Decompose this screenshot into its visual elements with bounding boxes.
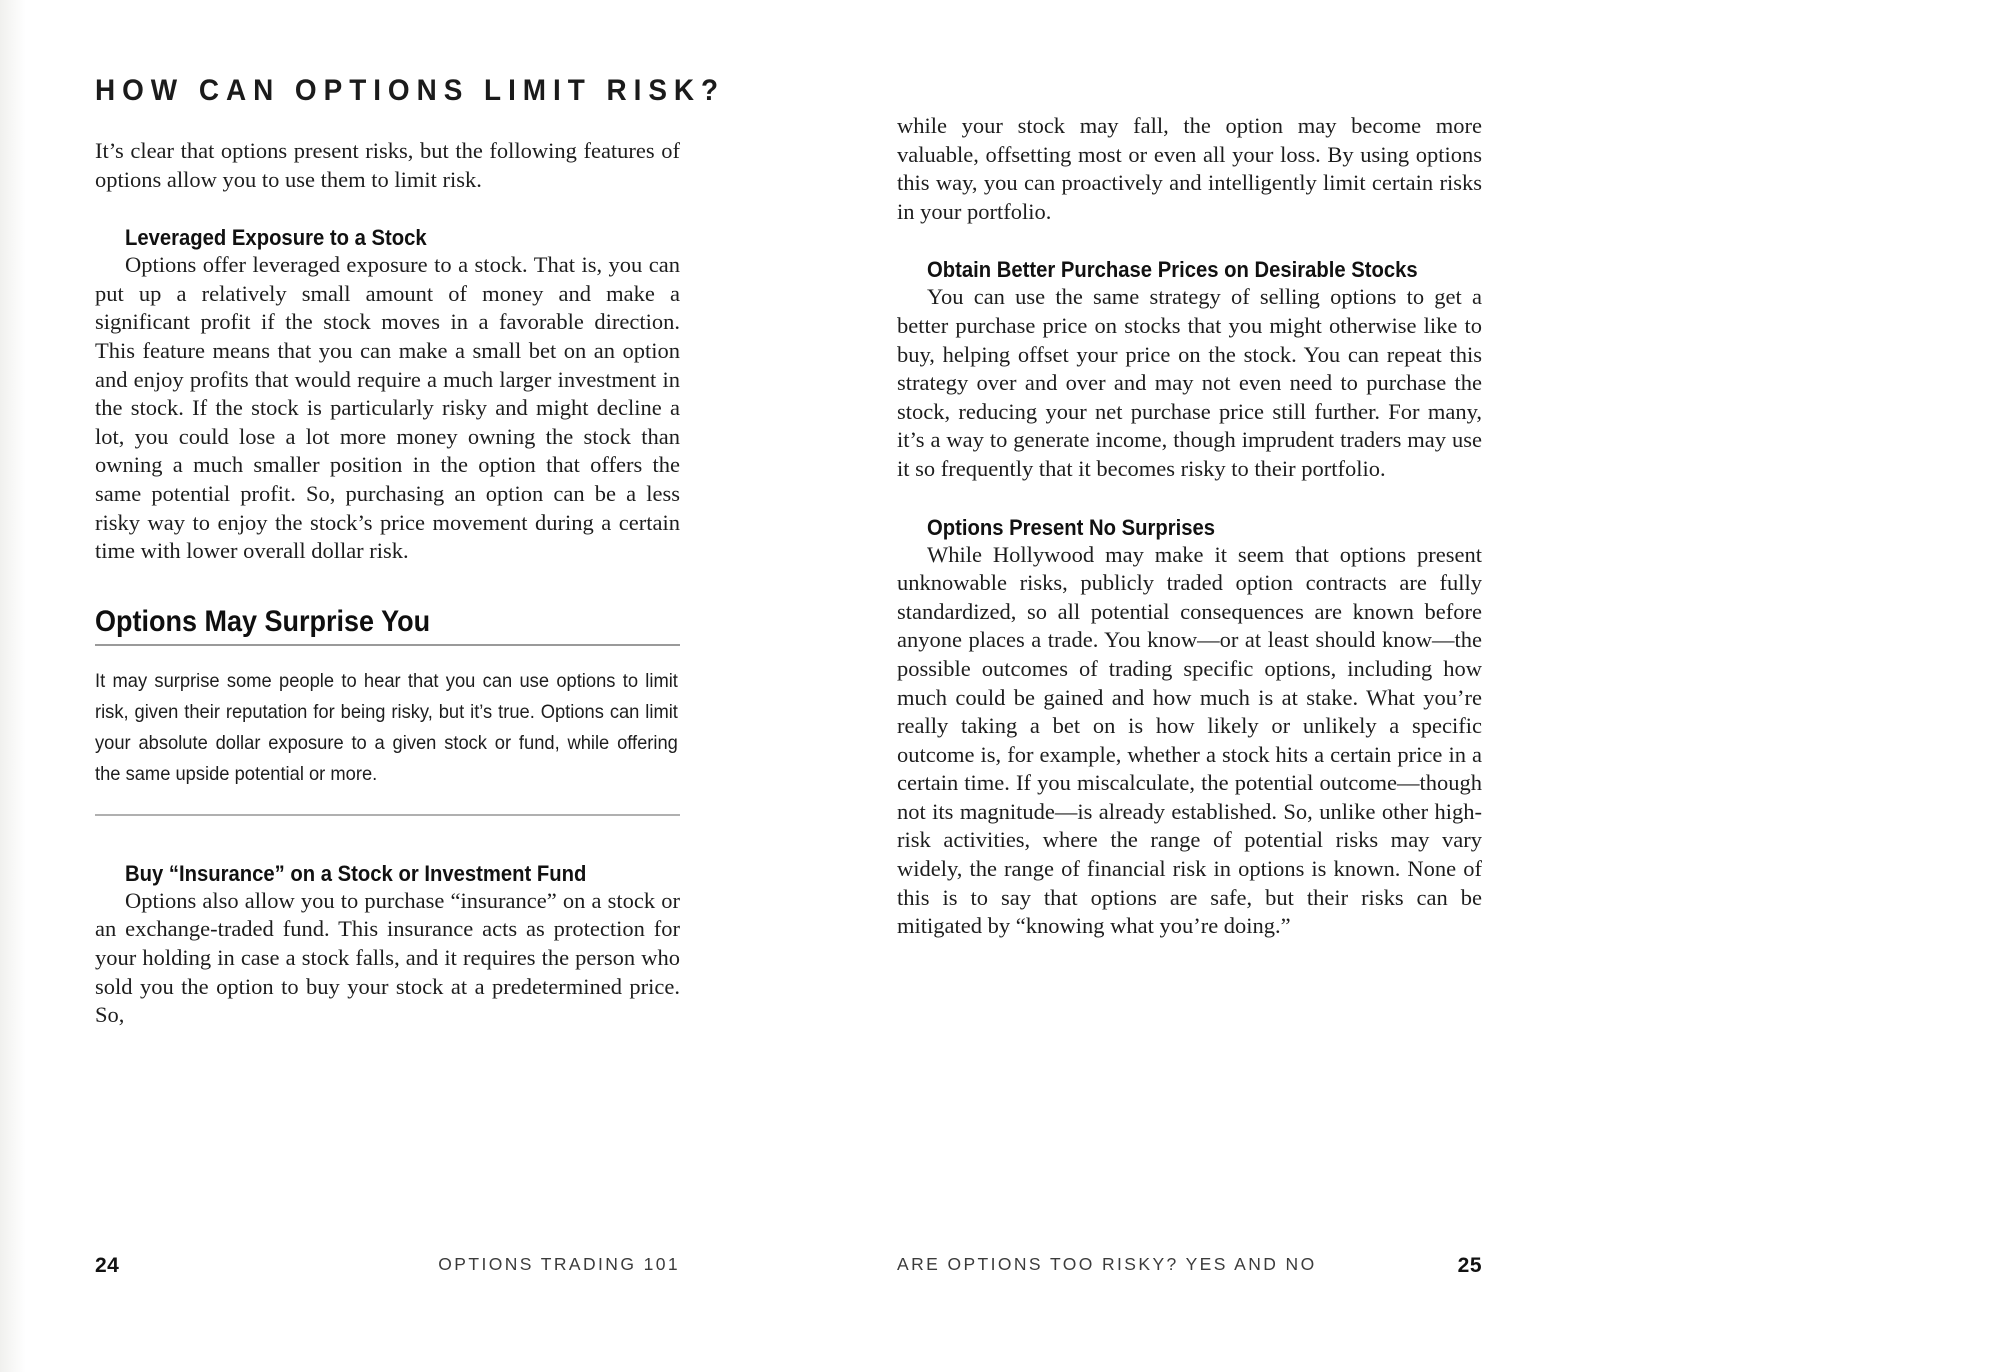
section-leveraged-exposure	[95, 224, 680, 566]
continuation-paragraph: while your stock may fall, the option may become more valuable, offsetting most or even all your loss. By using options this way, you can proactively and intelligently limit certain risks in your portfolio.	[897, 113, 1482, 224]
page-number-left: 24	[95, 1254, 120, 1277]
page-edge-shading	[0, 0, 26, 1372]
sidebar-bottom-rule	[95, 814, 680, 816]
right-page-content	[897, 0, 1482, 941]
section-heading-obtain-better-purchase-prices: Obtain Better Purchase Prices on Desirable Stocks	[927, 257, 1418, 283]
section-paragraph-buy-insurance: Options also allow you to purchase “insurance” on a stock or an exchange-traded fund. This insurance acts as protection for your holding in case a stock falls, and it requires the person who sold you the option to buy your stock at a predetermined price. So,	[95, 887, 680, 1028]
intro-paragraph: It’s clear that options present risks, but the following features of options allow you to use them to limit risk.	[95, 138, 680, 192]
section-heading-buy-insurance: Buy “Insurance” on a Stock or Investment Fund	[125, 860, 587, 886]
running-head-right: ARE OPTIONS TOO RISKY? YES AND NO	[897, 1254, 1317, 1274]
chapter-title: HOW CAN OPTIONS LIMIT RISK?	[95, 74, 726, 107]
section-buy-insurance	[95, 860, 680, 1030]
sidebar-title-row	[95, 606, 680, 648]
sidebar-title: Options May Surprise You	[95, 606, 439, 638]
running-head-left: OPTIONS TRADING 101	[438, 1254, 680, 1274]
right-page-footer	[897, 1254, 1482, 1294]
sidebar-body-text: It may surprise some people to hear that you can use options to limit risk, given their reputation for being risky, but it’s true. Options can limit your absolute dollar exposure to a given stock or fund, while offering the same upside potential or more.	[95, 669, 678, 785]
section-options-present-no-surprises	[897, 514, 1482, 941]
page-number-right: 25	[1457, 1254, 1482, 1277]
left-page-content	[95, 0, 726, 1030]
sidebar-options-may-surprise-you	[95, 606, 680, 816]
left-page	[95, 0, 726, 1372]
section-paragraph-leveraged-exposure: Options offer leveraged exposure to a stock. That is, you can put up a relatively small amount of money and make a significant profit if the stock moves in a favorable direction. This feature means that you can make a small bet on an option and enjoy profits that would require a much larger investment in the stock. If the stock is particularly risky and might decline a lot, you could lose a lot more money owning the stock than owning a much smaller position in the option that offers the same potential profit. So, purchasing an option can be a less risky way to enjoy the stock’s price movement during a certain time with lower overall dollar risk.	[95, 252, 680, 564]
sidebar-top-rule	[95, 644, 680, 646]
left-page-footer	[95, 1254, 680, 1294]
section-heading-options-present-no-surprises: Options Present No Surprises	[927, 514, 1216, 540]
section-obtain-better-purchase-prices	[897, 256, 1482, 483]
section-paragraph-options-present-no-surprises: While Hollywood may make it seem that options present unknowable risks, publicly traded option contracts are fully standardized, so all potential consequences are known before anyone places a trade. You know—or at least should know—the possible outcomes of trading specific options, including how much could be gained and how much is at stake. What you’re really taking a bet on is how likely or unlikely a specific outcome is, for example, whether a stock hits a certain price in a certain time. If you miscalculate, the potential outcome—though not its magnitude—is already established. So, unlike other high-risk activities, where the range of potential risks may vary widely, the range of financial risk in options is known. None of this is to say that options are safe, but their risks can be mitigated by “knowing what you’re doing.”	[897, 541, 1482, 939]
section-heading-leveraged-exposure: Leveraged Exposure to a Stock	[125, 225, 427, 251]
section-paragraph-obtain-better-purchase-prices: You can use the same strategy of selling options to get a better purchase price on stocks that you might otherwise like to buy, helping offset your price on the stock. You can repeat this strategy over and over and may not even need to purchase the stock, reducing your net purchase price still further. For many, it’s a way to generate income, though imprudent traders may use it so frequently that it becomes risky to their portfolio.	[897, 284, 1482, 481]
right-page	[897, 0, 1482, 1372]
